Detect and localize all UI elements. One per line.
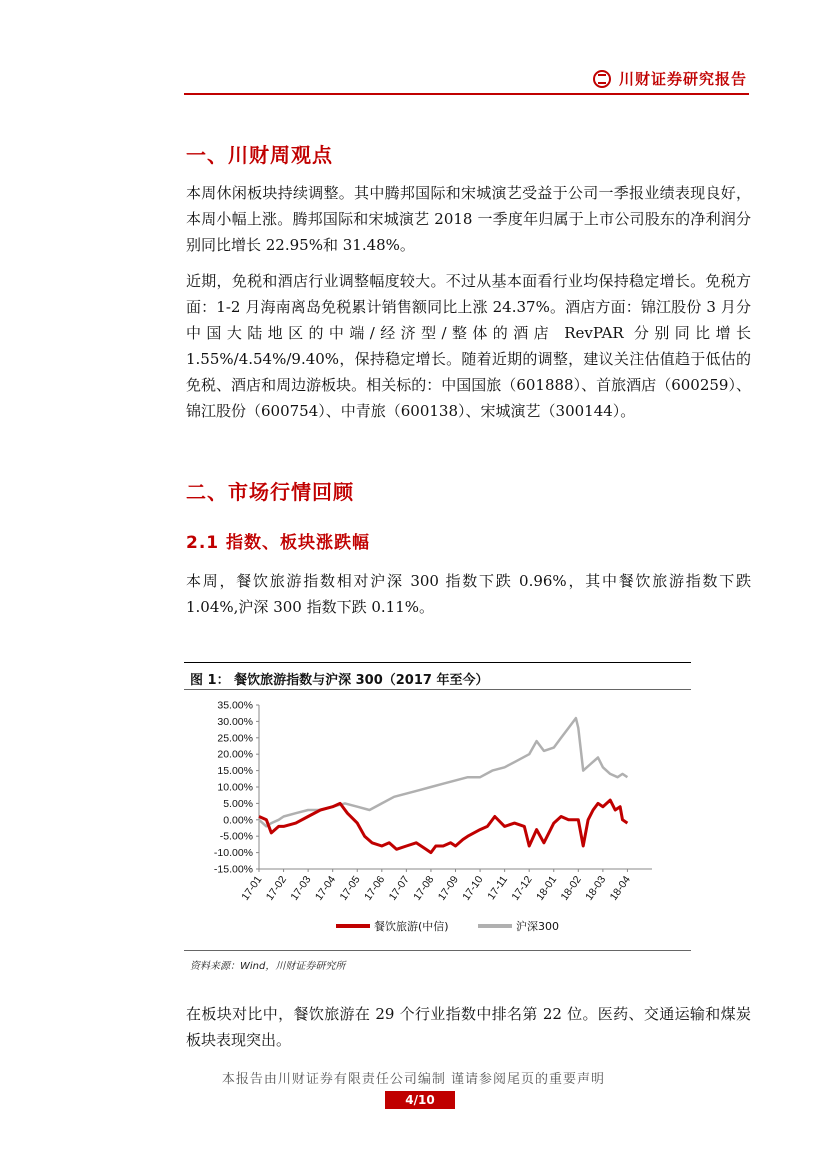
y-tick-label: 25.00% bbox=[217, 732, 253, 745]
x-tick-label: 18-04 bbox=[607, 873, 633, 903]
chart-legend bbox=[336, 919, 559, 933]
x-tick-label: 17-06 bbox=[362, 873, 388, 903]
figure-caption: 图 1： 餐饮旅游指数与沪深 300（2017 年至今） bbox=[190, 673, 489, 688]
x-tick-label: 17-02 bbox=[263, 873, 290, 903]
chart-series bbox=[259, 718, 627, 853]
header-divider bbox=[184, 93, 749, 95]
y-tick-label: 0.00% bbox=[223, 814, 253, 827]
x-tick-label: 17-01 bbox=[239, 873, 265, 903]
x-tick-label: 17-03 bbox=[288, 873, 314, 903]
y-tick-label: 5.00% bbox=[223, 797, 253, 810]
header-title: 川财证券研究报告 bbox=[618, 70, 747, 88]
section1-heading: 一、川财周观点 bbox=[186, 143, 333, 167]
x-tick-label: 17-12 bbox=[509, 873, 535, 903]
legend-csi300-label: 沪深300 bbox=[516, 920, 559, 933]
x-tick-label: 17-11 bbox=[485, 873, 511, 903]
x-tick-label: 17-10 bbox=[460, 873, 486, 903]
section1-paragraph-1: 本周休闲板块持续调整。其中腾邦国际和宋城演艺受益于公司一季报业绩表现良好，本周小幅上涨。腾邦国际和宋城演艺 2018 一季度年归属于上市公司股东的净利润分别同比增长 22.95%和 31.48%。 bbox=[186, 184, 751, 254]
header-brand bbox=[593, 68, 747, 89]
brand-logo-icon bbox=[593, 70, 611, 88]
x-tick-label: 17-07 bbox=[386, 873, 412, 903]
section1-paragraph-2: 近期，免税和酒店行业调整幅度较大。不过从基本面看行业均保持稳定增长。免税方面：1-2 月海南离岛免税累计销售额同比上涨 24.37%。酒店方面：锦江股份 3 月分中国大陆地区的中端/经济型/整体的酒店 RevPAR 分别同比增长 1.55%/4.54%/9.40%，保持稳定增长。随着近期的调整，建议关注估值趋于低估的免税、酒店和周边游板块。相关标的：中国国旅（601888）、首旅酒店（600259）、锦江股份（600754）、中青旅（600138）、宋城演艺（300144）。 bbox=[186, 272, 751, 420]
y-tick-label: -5.00% bbox=[219, 830, 253, 843]
section2-paragraph-2: 在板块对比中，餐饮旅游在 29 个行业指数中排名第 22 位。医药、交通运输和煤炭板块表现突出。 bbox=[186, 1005, 751, 1049]
y-tick-label: 10.00% bbox=[217, 781, 253, 794]
y-axis bbox=[214, 700, 259, 876]
series-line-csi300 bbox=[259, 718, 627, 826]
x-tick-label: 18-01 bbox=[533, 873, 560, 903]
figure-source: 资料来源：Wind，川财证券研究所 bbox=[190, 961, 346, 972]
figure-bottom-rule bbox=[184, 950, 691, 951]
x-axis bbox=[239, 869, 652, 903]
legend-catering-tourism-label: 餐饮旅游(中信) bbox=[374, 920, 449, 933]
figure-caption-rule bbox=[184, 689, 691, 690]
y-tick-label: 15.00% bbox=[217, 765, 253, 778]
x-tick-label: 18-03 bbox=[583, 873, 609, 903]
y-tick-label: 20.00% bbox=[217, 748, 253, 761]
x-tick-label: 18-02 bbox=[558, 873, 584, 903]
y-tick-label: 30.00% bbox=[217, 715, 253, 728]
section2-subheading: 2.1 指数、板块涨跌幅 bbox=[186, 533, 371, 553]
y-tick-label: 35.00% bbox=[217, 699, 253, 712]
footer-disclaimer: 本报告由川财证券有限责任公司编制 谨请参阅尾页的重要声明 bbox=[221, 1072, 606, 1087]
x-tick-label: 17-09 bbox=[435, 873, 461, 903]
page-number: 4/10 bbox=[385, 1091, 455, 1109]
x-tick-label: 17-04 bbox=[312, 873, 339, 903]
x-tick-label: 17-08 bbox=[411, 873, 437, 903]
index-line-chart bbox=[184, 692, 691, 948]
y-tick-label: -15.00% bbox=[213, 863, 253, 876]
figure-top-rule bbox=[184, 662, 691, 663]
x-tick-label: 17-05 bbox=[337, 873, 363, 903]
series-line-catering-tourism bbox=[259, 800, 627, 853]
section2-paragraph-1: 本周，餐饮旅游指数相对沪深 300 指数下跌 0.96%，其中餐饮旅游指数下跌 1.04%,沪深 300 指数下跌 0.11%。 bbox=[186, 572, 751, 616]
y-tick-label: -10.00% bbox=[213, 847, 253, 860]
section2-heading: 二、市场行情回顾 bbox=[186, 480, 354, 504]
